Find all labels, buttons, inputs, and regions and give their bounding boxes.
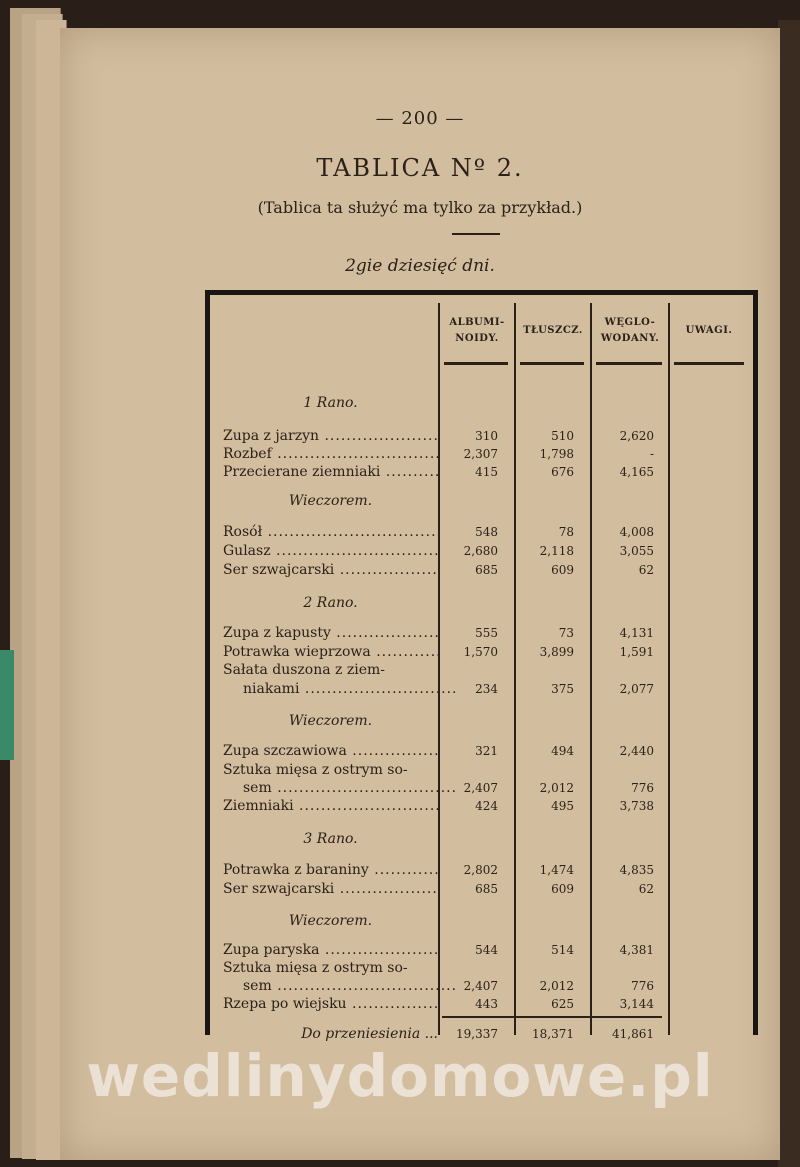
subhead-evening-2: Wieczorem. xyxy=(288,713,373,729)
table-row: Zupa z jarzyn ..... 310 510 2,620 xyxy=(210,427,753,445)
subhead-morning-2: 2 Rano. xyxy=(303,595,358,611)
page-number: — 200 — xyxy=(375,108,465,129)
book-page xyxy=(60,28,780,1160)
column-header-notes: UWAGI. xyxy=(685,325,733,336)
subhead-evening-1: Wieczorem. xyxy=(288,493,373,509)
table-row: Ziemniaki ..... 424 495 3,738 xyxy=(210,797,753,815)
column-header-fat: TŁUSZCZ. xyxy=(523,325,583,336)
section-title: 2gie dziesięć dni. xyxy=(345,256,495,276)
table-row: niakami ..... 234 375 2,077 xyxy=(210,680,753,698)
column-header-albuminoids: ALBUMI- NOIDY. xyxy=(449,317,505,344)
table-row: Rosół ..... 548 78 4,008 xyxy=(210,523,753,541)
table-subtitle: (Tablica ta służyć ma tylko za przykład.) xyxy=(257,198,583,217)
header-rule xyxy=(596,362,662,365)
total-row: Do przeniesienia ... 19,337 18,371 41,861 xyxy=(301,1026,654,1042)
table-row: Ser szwajcarski ..... 685 609 62 xyxy=(210,561,753,579)
table-row: Sztuka mięsa z ostrym so- xyxy=(223,960,408,976)
subhead-evening-3: Wieczorem. xyxy=(288,913,373,929)
table-row: Zupa paryska ..... 544 514 4,381 xyxy=(210,941,753,959)
table-row: Zupa szczawiowa ..... 321 494 2,440 xyxy=(210,742,753,760)
nutrition-table xyxy=(205,290,758,1042)
column-header-carbohydrates: WĘGLO- WODANY. xyxy=(600,317,660,344)
watermark: wedlinydomowe.pl xyxy=(86,1042,714,1110)
table-row: Gulasz ..... 2,680 2,118 3,055 xyxy=(210,542,753,560)
table-row: Sztuka mięsa z ostrym so- xyxy=(223,762,408,778)
table-row: sem ..... 2,407 2,012 776 xyxy=(210,977,753,995)
table-row: Potrawka wieprzowa ..... 1,570 3,899 1,591 xyxy=(210,643,753,661)
header-rule xyxy=(520,362,584,365)
binding-shadow xyxy=(778,20,800,1167)
table-row: Sałata duszona z ziem- xyxy=(223,662,385,678)
header-rule xyxy=(444,362,508,365)
table-row: Potrawka z baraniny ..... 2,802 1,474 4,835 xyxy=(210,861,753,879)
table-row: Ser szwajcarski ..... 685 609 62 xyxy=(210,880,753,898)
table-title: TABLICA Nº 2. xyxy=(316,154,524,182)
bookmark-tab xyxy=(0,650,14,760)
table-row: Rozbef ..... 2,307 1,798 - xyxy=(210,445,753,463)
header-rule xyxy=(674,362,744,365)
table-row: Zupa z kapusty ..... 555 73 4,131 xyxy=(210,624,753,642)
subhead-morning-3: 3 Rano. xyxy=(303,831,358,847)
subhead-morning-1: 1 Rano. xyxy=(303,395,358,411)
table-row: Rzepa po wiejsku ..... 443 625 3,144 xyxy=(210,995,753,1013)
table-row: sem ..... 2,407 2,012 776 xyxy=(210,779,753,797)
table-row: Przecierane ziemniaki ..... 415 676 4,165 xyxy=(210,463,753,481)
total-rule xyxy=(442,1016,662,1018)
title-rule xyxy=(452,233,500,235)
